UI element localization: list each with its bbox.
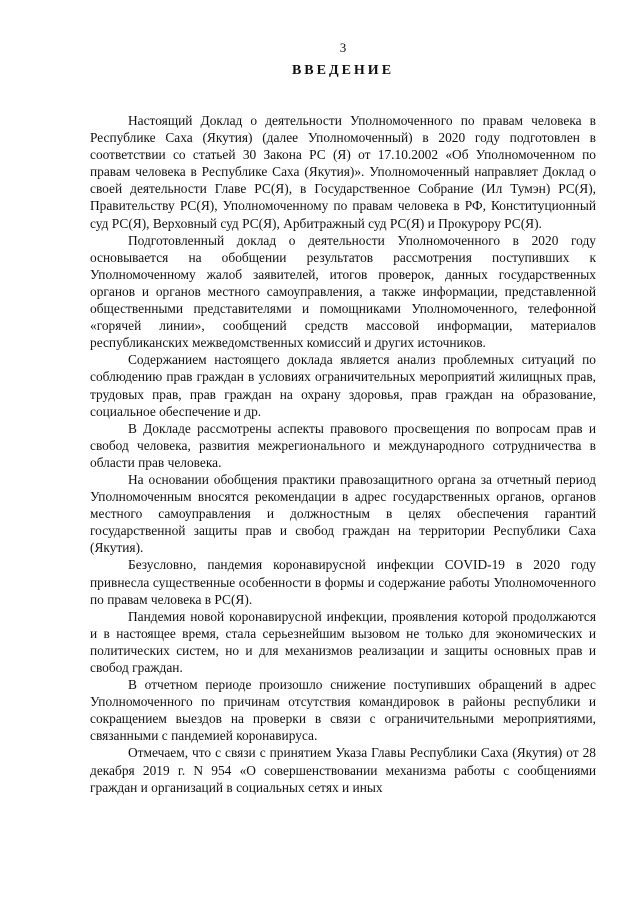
page-number: 3 <box>339 40 347 55</box>
body-text <box>90 112 596 796</box>
paragraph: Подготовленный доклад о деятельности Уполномоченного в 2020 году основывается на обобщении результатов рассмотрения поступивших к Уполномоченному жалоб заявителей, итогов проверок, данных государственных органов и органов местного самоуправления, а также информации, представленной общественными представителями и помощниками Уполномоченного, телефонной «горячей линии», сообщений средств массовой информации, материалов республиканских межведомственных комиссий и других источников. <box>90 232 596 351</box>
paragraph: Содержанием настоящего доклада является анализ проблемных ситуаций по соблюдению прав граждан в условиях ограничительных мероприятий жилищных прав, трудовых прав, прав граждан на охрану здоровья, прав граждан на образование, социальное обеспечение и др. <box>90 352 596 419</box>
paragraph: Настоящий Доклад о деятельности Уполномоченного по правам человека в Республике Саха (Якутия) (далее Уполномоченный) в 2020 году подготовлен в соответствии со статьей 30 Закона РС (Я) от 17.10.2002 «Об Уполномоченном по правам человека в Республике Саха (Якутия)». Уполномоченный направляет Доклад о своей деятельности Главе РС(Я), в Государственное Собрание (Ил Тумэн) РС(Я), Правительству РС(Я), Уполномоченному по правам человека в РФ, Конституционный суд РС(Я), Верховный суд РС(Я), Арбитражный суд РС(Я) и Прокурору РС(Я). <box>90 113 596 231</box>
paragraph: В отчетном периоде произошло снижение поступивших обращений в адрес Уполномоченного по причинам отсутствия командировок в районы республики и сокращением выездов на проверки в связи с ограничительными мероприятиями, связанными с пандемией коронавируса. <box>90 677 596 744</box>
paragraph: Отмечаем, что с связи с принятием Указа Главы Республики Саха (Якутия) от 28 декабря 2019 г. N 954 «О совершенствовании механизма работы с сообщениями граждан и организаций в социальных сетях и иных <box>90 745 596 795</box>
paragraph: Безусловно, пандемия коронавирусной инфекции COVID-19 в 2020 году привнесла существенные особенности в формы и содержание работы Уполномоченного по правам человека в РС(Я). <box>90 557 596 607</box>
paragraph: Пандемия новой коронавирусной инфекции, проявления которой продолжаются и в настоящее время, стала серьезнейшим вызовом не только для экономических и политических систем, но и для механизмов реализации и защиты основных прав и свобод граждан. <box>90 608 596 675</box>
paragraph: В Докладе рассмотрены аспекты правового просвещения по вопросам прав и свобод человека, развития межрегионального и международного сотрудничества в области прав человека. <box>90 420 596 470</box>
section-title: ВВЕДЕНИЕ <box>291 63 395 78</box>
paragraph: На основании обобщения практики правозащитного органа за отчетный период Уполномоченным вносятся рекомендации в адрес государственных органов, органов местного самоуправления и должностным в целях обеспечения гарантий государственной защиты прав и свобод граждан на территории Республики Саха (Якутия). <box>90 471 596 556</box>
